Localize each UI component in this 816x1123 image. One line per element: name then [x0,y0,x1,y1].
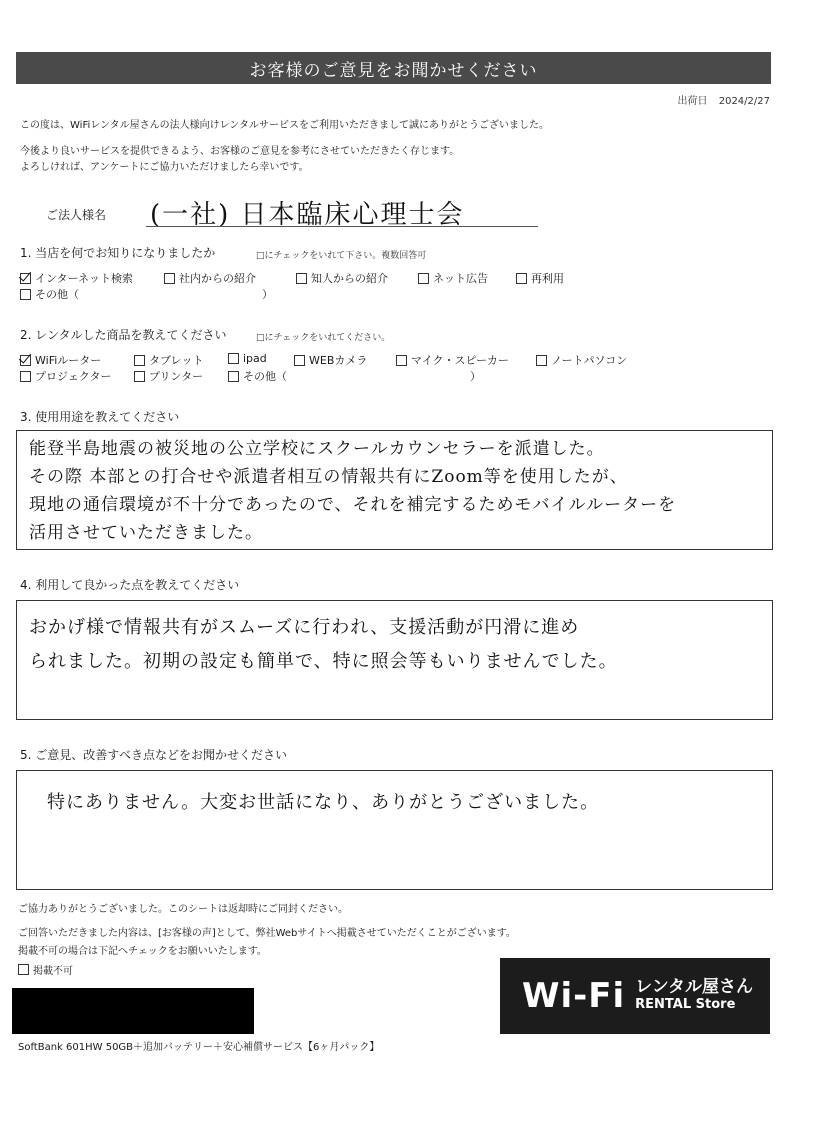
q1-note: □にチェックをいれて下さい。複数回答可 [256,251,427,261]
q1-option-label: 知人からの紹介 [311,272,388,285]
checkbox-icon[interactable] [228,353,239,364]
q2-option-webcam[interactable] [294,352,367,368]
q3-answer [17,435,772,547]
q2-option-label: ipad [243,352,267,365]
brand-logo [500,958,770,1034]
q2-option-tablet[interactable] [134,352,203,368]
ship-date-value: 2024/2/27 [718,96,770,107]
q5-answer-line: 特にありません。大変お世話になり、ありがとうございました。 [47,792,600,813]
q2-option-label: その他（ [243,370,287,383]
corporate-name-label: ご法人様名 [46,208,107,222]
q2-option-label: ノートパソコン [551,354,628,367]
q2-option-label: WEBカメラ [309,354,368,367]
checkbox-icon[interactable] [20,273,31,284]
q4-answer-line: おかげ様で情報共有がスムーズに行われ、支援活動が円滑に進め [29,617,580,638]
q2-other-close: ） [470,370,481,383]
no-publish-option[interactable] [18,962,73,977]
q1-title: 1. 当店を何でお知りになりましたか [20,246,216,260]
q3-answer-line: 能登半島地震の被災地の公立学校にスクールカウンセラーを派遣した。 [29,439,605,459]
logo-wifi-text: Wi-Fi [522,976,626,1016]
q2-option-wifi-router[interactable] [20,352,101,368]
checkbox-icon[interactable] [296,273,307,284]
checkbox-icon[interactable] [418,273,429,284]
q2-option-ipad[interactable] [228,352,267,365]
product-footer: SoftBank 601HW 50GB＋追加バッテリー＋安心補償サービス【6ヶ月パック】 [18,1042,380,1053]
q1-option-reuse[interactable] [516,270,564,286]
q3-answer-box[interactable] [16,430,773,550]
q4-title: 4. 利用して良かった点を教えてください [20,578,240,592]
logo-en-text: RENTAL Store [635,997,736,1012]
checkbox-icon[interactable] [20,355,31,366]
redacted-block [12,988,254,1034]
q3-answer-line: 現地の通信環境が不十分であったので、それを補完するためモバイルルーターを [29,495,677,515]
q3-answer-line: その際 本部との打合せや派遣者相互の情報共有にZoom等を使用したが、 [29,467,628,487]
checkbox-icon[interactable] [20,371,31,382]
ship-date-label: 出荷日 [677,96,708,107]
q4-answer-line: られました。初期の設定も簡単で、特に照会等もいりませんでした。 [29,651,618,672]
q4-answer-box[interactable] [16,600,773,720]
q1-option-net-ad[interactable] [418,270,488,286]
closing-thanks: ご協力ありがとうございました。このシートは返却時にご同封ください。 [18,904,348,915]
q1-option-label: 再利用 [531,272,564,285]
corporate-name-value[interactable]: (一社) 日本臨床心理士会 [150,200,465,230]
q2-note: □にチェックをいれてください。 [256,333,391,343]
checkbox-icon[interactable] [536,355,547,366]
q1-option-internal-referral[interactable] [164,270,256,286]
q2-option-label: マイク・スピーカー [411,354,509,367]
intro-line-1: この度は、WiFiレンタル屋さんの法人様向けレンタルサービスをご利用いただきまして誠にありがとうございました。 [20,120,549,131]
closing-optout: 掲載不可の場合は下記へチェックをお願いいたします。 [18,946,267,957]
q3-answer-line: 活用させていただきました。 [29,523,263,543]
q2-option-printer[interactable] [134,368,203,384]
checkbox-icon[interactable] [134,371,145,382]
q1-option-label: ネット広告 [433,272,488,285]
checkbox-icon[interactable] [516,273,527,284]
q1-option-internet[interactable] [20,270,133,286]
q1-option-label: インターネット検索 [35,272,134,285]
checkbox-icon[interactable] [294,355,305,366]
q1-option-label: その他（ [35,288,79,301]
q3-title: 3. 使用用途を教えてください [20,410,180,424]
no-publish-label: 掲載不可 [33,966,73,977]
q2-option-laptop[interactable] [536,352,627,368]
q2-option-label: プロジェクター [35,370,112,383]
checkbox-icon[interactable] [134,355,145,366]
checkbox-icon[interactable] [18,964,29,975]
q2-option-projector[interactable] [20,368,112,384]
q2-option-mic-speaker[interactable] [396,352,509,368]
intro-line-3: よろしければ、アンケートにご協力いただけましたら幸いです。 [20,162,309,173]
q2-option-label: WiFiルーター [35,354,102,367]
q2-option-label: プリンター [149,370,204,383]
checkbox-icon[interactable] [228,371,239,382]
checkbox-icon[interactable] [396,355,407,366]
q2-title: 2. レンタルした商品を教えてください [20,328,227,342]
corporate-name-underline [146,226,538,227]
logo-jp-text: レンタル屋さん [635,977,754,997]
q2-option-label: タブレット [149,354,204,367]
logo-right [635,978,753,1014]
q1-other-close: ） [262,288,273,301]
intro-block [20,144,760,176]
q5-answer [17,771,772,823]
ship-date [678,92,770,107]
q5-answer-box[interactable] [16,770,773,890]
q5-title: 5. ご意見、改善すべき点などをお聞かせください [20,748,288,762]
checkbox-icon[interactable] [20,289,31,300]
q1-option-friend-referral[interactable] [296,270,388,286]
form-title: お客様のご意見をお聞かせください [16,52,771,84]
q2-option-other[interactable] [228,368,287,384]
q1-option-label: 社内からの紹介 [179,272,256,285]
closing-publish: ご回答いただきました内容は、[お客様の声]として、弊社Webサイトへ掲載させていただくことがございます。 [18,928,516,939]
q1-option-other[interactable] [20,286,79,302]
checkbox-icon[interactable] [164,273,175,284]
q4-answer [17,601,772,679]
intro-line-2: 今後より良いサービスを提供できるよう、お客様のご意見を参考にさせていただきたく存じます。 [20,146,460,157]
